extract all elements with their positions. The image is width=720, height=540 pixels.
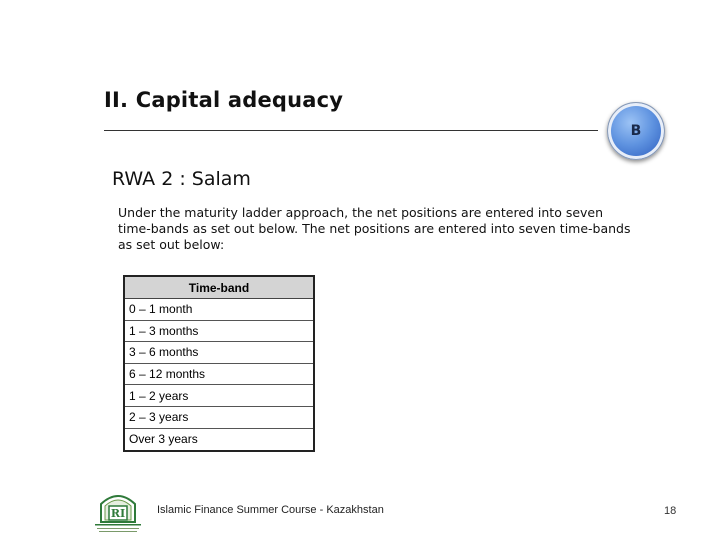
table-row: 3 – 6 months: [125, 342, 313, 364]
table-row: 0 – 1 month: [125, 299, 313, 321]
table-row: Over 3 years: [129, 432, 198, 447]
slide-subtitle: RWA 2 : Salam: [112, 168, 251, 190]
section-badge: [607, 102, 665, 160]
table-row: 6 – 12 months: [125, 364, 313, 386]
body-paragraph: Under the maturity ladder approach, the net positions are entered into seven time-bands as set out below. The net positions are entered into seven time-bands as set out below:: [118, 205, 631, 252]
slide-title: II. Capital adequacy: [104, 88, 344, 112]
time-band-table: [123, 275, 315, 452]
table-row: 1 – 2 years: [125, 385, 313, 407]
table-row: 1 – 3 months: [125, 321, 313, 343]
svg-text:RI: RI: [110, 507, 126, 520]
page-number: 18: [664, 505, 677, 517]
section-badge-label: B: [630, 123, 642, 139]
title-divider: [104, 130, 598, 131]
table-header: Time-band: [125, 277, 313, 299]
institution-logo-icon: [89, 486, 147, 536]
footer-text: Islamic Finance Summer Course - Kazakhstan: [157, 504, 384, 516]
table-row: 2 – 3 years: [125, 407, 313, 429]
